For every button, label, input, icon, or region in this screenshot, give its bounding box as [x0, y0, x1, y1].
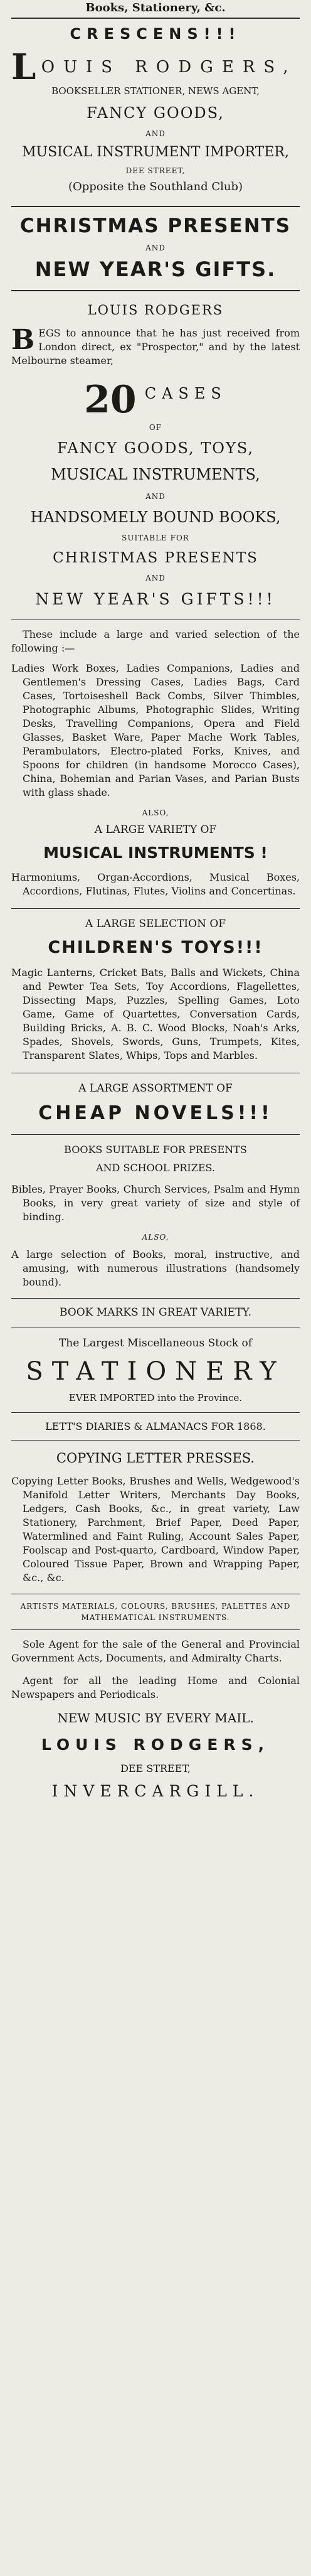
street: DEE STREET,: [125, 166, 186, 175]
new-music: NEW MUSIC BY EVERY MAIL.: [57, 1710, 254, 1725]
cases-word: CASES: [144, 385, 227, 402]
letts-diaries: LETT'S DIARIES & ALMANACS FOR 1868.: [45, 1420, 266, 1432]
suitable-for: SUITABLE FOR: [122, 534, 189, 542]
copying-presses: COPYING LETTER PRESSES.: [56, 1451, 255, 1466]
music-importer: MUSICAL INSTRUMENT IMPORTER,: [22, 144, 289, 160]
crescens-heading: CRESCENS!!!: [70, 25, 241, 43]
name-initial: L: [11, 46, 36, 88]
rule: [11, 1629, 300, 1630]
musical-instruments-1: MUSICAL INSTRUMENTS,: [51, 466, 260, 483]
rule: [11, 1440, 300, 1441]
proprietor-name-2: LOUIS RODGERS: [87, 303, 224, 318]
and-word: AND: [145, 129, 166, 138]
artists-materials: ARTISTS MATERIALS, COLOURS, BRUSHES, PALETTES AND MATHEMATICAL INSTRUMENTS.: [20, 1602, 291, 1622]
and-word: AND: [145, 244, 166, 252]
agent-papers: Agent for all the leading Home and Colonial Newspapers and Periodicals.: [11, 1675, 300, 1700]
announce-initial: B: [11, 324, 35, 356]
includes-intro: These include a large and varied selection of the following :—: [11, 628, 300, 654]
name-rest: OUIS RODGERS,: [41, 58, 297, 77]
cases-line: [11, 378, 300, 422]
cases-number: 20: [84, 378, 137, 422]
large-assortment-of: A LARGE ASSORTMENT OF: [78, 1082, 233, 1095]
rule: [11, 290, 300, 291]
instruments-list: Harmoniums, Organ-Accordions, Musical Boxes, Accordions, Flutinas, Flutes, Violins and Concertinas.: [11, 871, 300, 897]
and-word: AND: [145, 492, 166, 501]
cheap-novels: CHEAP NOVELS!!!: [38, 1102, 273, 1124]
also-word: ALSO,: [142, 1233, 169, 1242]
largest-stock: The Largest Miscellaneous Stock of: [58, 1337, 253, 1350]
section-title: Books, Stationery, &c.: [85, 1, 226, 14]
fancy-goods: FANCY GOODS,: [87, 104, 224, 122]
proprietor-name: [11, 46, 300, 88]
christmas-presents: CHRISTMAS PRESENTS: [19, 215, 292, 237]
large-selection-of: A LARGE SELECTION OF: [85, 918, 226, 930]
book-marks: BOOK MARKS IN GREAT VARIETY.: [60, 1306, 251, 1319]
fancy-toys: FANCY GOODS, TOYS,: [56, 439, 255, 457]
header-rule: [11, 18, 300, 19]
toys-list: Magic Lanterns, Cricket Bats, Balls and Wickets, China and Pewter Tea Sets, Toy Accordions, Flagellettes, Dissecting Maps, Puzzles, Spelling Games, Loto Game, Game of Quartettes, Conversation Cards, Building Bricks, A. B. C. Wood Blocks, Noah's Arks, Spades, Shovels, Swords, Guns, Trumpets, Kites, Transparent Slates, Whips, Tops and Marbles.: [11, 967, 300, 1061]
sole-agent: Sole Agent for the sale of the General and Provincial Government Acts, Documents, and Admiralty Charts.: [11, 1638, 300, 1664]
of-word: OF: [149, 423, 162, 432]
rule: [11, 1298, 300, 1299]
announce-text: EGS to announce that he has just received from London direct, ex "Prospector," and by the latest Melbourne steamer,: [11, 327, 300, 367]
announcement: [11, 326, 300, 368]
christmas-presents-2: CHRISTMAS PRESENTS: [53, 550, 258, 566]
bibles-list: Bibles, Prayer Books, Church Services, Psalm and Hymn Books, in very great variety of size and style of binding.: [11, 1183, 300, 1223]
opposite-note: (Opposite the Southland Club): [68, 180, 243, 193]
rule: [11, 1412, 300, 1413]
large-variety-of: A LARGE VARIETY OF: [94, 824, 217, 836]
dee-street: DEE STREET,: [120, 1763, 191, 1774]
new-years-gifts-2: NEW YEAR'S GIFTS!!!: [35, 590, 276, 608]
goods-list: Ladies Work Boxes, Ladies Companions, Ladies and Gentlemen's Dressing Cases, Ladies Bags, Card Cases, Tortoiseshell Back Combs, Silver Thimbles, Photographic Albums, Photographic Slides, Writing Desks, Travelling Companions, Opera and Field Glasses, Basket Ware, Paper Mache Work Tables, Perambulators, Electro-plated Forks, Knives, and Spoons for children (in handsome Morocco Cases), China, Bohemian and Parian Vases, and Parian Busts with glass shade.: [11, 662, 300, 798]
rule: [11, 908, 300, 909]
invercargill: INVERCARGILL.: [51, 1782, 260, 1800]
books-presents: BOOKS SUITABLE FOR PRESENTS: [64, 1144, 247, 1156]
rule: [11, 1134, 300, 1135]
also-word: ALSO,: [142, 808, 169, 817]
trade-line: BOOKSELLER STATIONER, NEWS AGENT,: [51, 85, 260, 97]
stationery-heading: STATIONERY: [26, 1357, 285, 1386]
copying-list: Copying Letter Books, Brushes and Wells, Wedgewood's Manifold Letter Writers, Merchants Day Books, Ledgers, Cash Books, &c., in great variety, Law Stationery, Parchment, Brief Paper, Deed Paper, Watermlined and Faint Ruling, Account Sales Paper, Foolscap and Post-quarto, Cardboard, Window Paper, Coloured Tissue Paper, Brown and Wrapping Paper, &c., &c.: [11, 1475, 300, 1584]
school-prizes: AND SCHOOL PRIZES.: [96, 1162, 215, 1174]
and-word: AND: [145, 574, 166, 582]
books-selection: A large selection of Books, moral, instructive, and amusing, with numerous illustrations (handsomely bound).: [11, 1248, 300, 1288]
bound-books: HANDSOMELY BOUND BOOKS,: [30, 508, 281, 526]
musical-instruments-2: MUSICAL INSTRUMENTS !: [43, 844, 268, 862]
rule: [11, 206, 300, 207]
ever-imported: EVER IMPORTED into the Province.: [68, 1392, 243, 1403]
new-years-gifts: NEW YEAR'S GIFTS.: [34, 257, 277, 281]
proprietor-name-3: LOUIS RODGERS,: [41, 1736, 270, 1754]
childrens-toys: CHILDREN'S TOYS!!!: [48, 938, 263, 957]
